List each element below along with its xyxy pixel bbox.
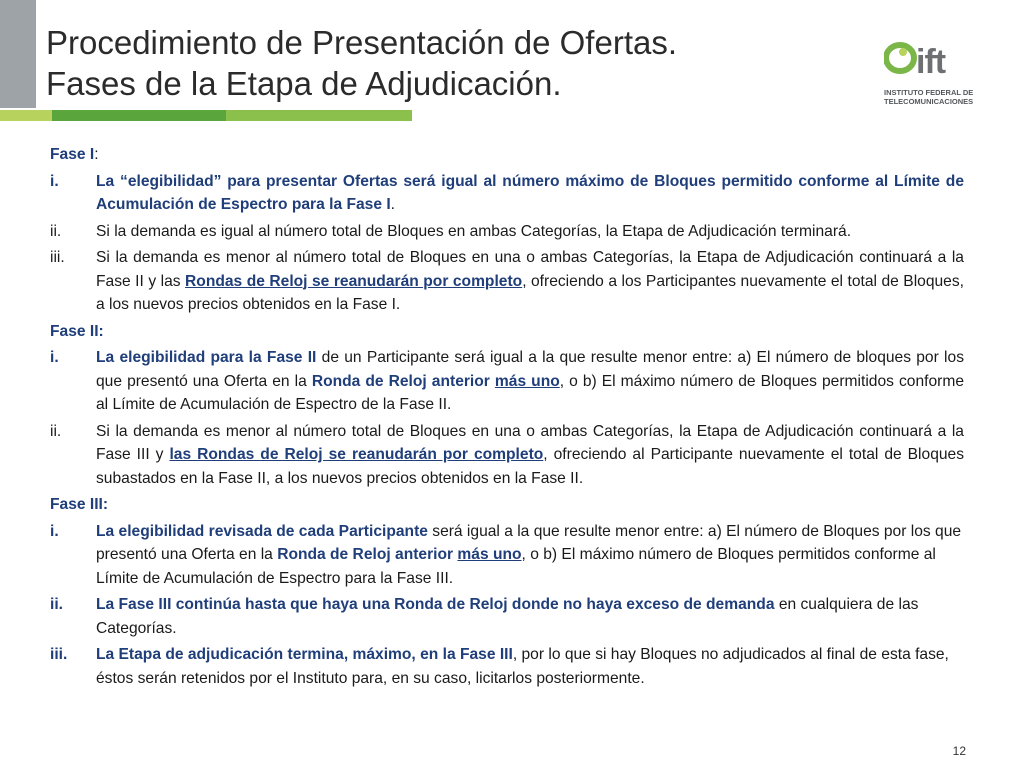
phase-2-item-2 <box>50 420 964 491</box>
item-text <box>96 220 964 244</box>
item-text <box>96 593 964 640</box>
phase-2-item-1 <box>50 346 964 417</box>
ift-logo-text: ift <box>916 43 946 81</box>
ift-subtitle-line-1: INSTITUTO FEDERAL DE <box>884 88 974 97</box>
accent-stripe-light <box>0 110 52 121</box>
item-text-plain: en cualquiera de las Categorías. <box>96 596 919 637</box>
phase-1-item-2 <box>50 220 964 244</box>
item-number: iii. <box>50 646 68 663</box>
ift-logo <box>884 36 984 126</box>
item-text <box>96 420 964 491</box>
phase-3-item-2 <box>50 593 964 640</box>
item-text <box>96 520 964 591</box>
phase-1-heading <box>50 143 964 167</box>
item-text-underlined: más uno <box>494 372 560 390</box>
item-text-plain: , o b) El máximo número de Bloques permitidos conforme al Límite de Acumulación de Espectro de la Fase II. <box>96 372 964 413</box>
item-text-plain: Si la demanda es menor al número total de Bloques en una o ambas Categorías, la Etapa de Adjudicación continuará a la Fase II y las <box>96 249 964 290</box>
item-text <box>96 246 964 317</box>
item-text-plain: Si la demanda es igual al número total de Bloques en ambas Categorías, la Etapa de Adjudicación terminará. <box>96 222 852 240</box>
item-text-bold: La elegibilidad revisada de cada Participante <box>96 522 428 540</box>
item-number: i. <box>50 522 59 540</box>
item-text-bold: Ronda de Reloj anterior <box>311 372 490 390</box>
item-number: i. <box>50 349 59 366</box>
item-text-underlined: Rondas de Reloj se reanudarán por completo <box>185 272 523 290</box>
item-text-bold: La “elegibilidad” para presentar Ofertas será igual al número máximo de Bloques permitido conforme al Límite de Acumulación de Espectro para la Fase I <box>96 172 964 213</box>
item-text-plain: Si la demanda es menor al número total de Bloques en una o ambas Categorías, la Etapa de Adjudicación continuará a la Fase III y <box>96 422 964 463</box>
ift-subtitle-line-2: TELECOMUNICACIONES <box>884 97 974 106</box>
item-text-plain: , ofreciendo a los Participantes nuevamente el total de Bloques, a los nuevos precios obtenidos en la Fase I. <box>96 272 964 313</box>
item-text-bold: Ronda de Reloj anterior <box>277 546 454 563</box>
ift-logo-subtitle <box>884 88 973 106</box>
ift-logo-icon <box>884 38 918 82</box>
accent-stripe-mid <box>226 110 412 121</box>
item-text-bold: La elegibilidad para la Fase II <box>96 349 317 366</box>
accent-stripe-dark <box>52 110 226 121</box>
gray-side-bar <box>0 0 36 108</box>
item-number: iii. <box>50 249 65 266</box>
phase-3-item-1 <box>50 520 964 591</box>
phase-1-item-1 <box>50 170 964 217</box>
item-text <box>96 643 964 690</box>
item-number: ii. <box>50 596 63 613</box>
item-text-plain: , ofreciendo al Participante nuevamente el total de Bloques subastados en la Fase II, a los nuevos precios obtenidos en la Fase II. <box>96 446 965 487</box>
phase-1-heading-text: Fase I <box>50 146 95 163</box>
page-number: 12 <box>952 744 966 758</box>
item-text-plain: , por lo que si hay Bloques no adjudicados al final de esta fase, éstos serán retenidos por el Instituto para, en su caso, licitarlos posteriormente. <box>96 646 949 687</box>
item-text-plain: de un Participante será igual a la que resulte menor entre: a) El número de bloques por los que presentó una Oferta en la <box>96 349 964 390</box>
item-number: i. <box>50 172 59 190</box>
item-text-plain: , o b) El máximo número de Bloques permitidos conforme al Límite de Acumulación de Espectro para la Fase III. <box>96 546 936 587</box>
slide-title <box>46 22 846 104</box>
phase-1-item-3 <box>50 246 964 317</box>
phase-1-heading-colon: : <box>94 146 99 163</box>
title-line-2: Fases de la Etapa de Adjudicación. <box>46 65 562 102</box>
item-text <box>96 346 964 417</box>
slide-content <box>50 140 964 693</box>
phase-2-heading: Fase II: <box>50 322 104 340</box>
phase-3-heading: Fase III: <box>50 496 109 513</box>
phase-3-item-3 <box>50 643 964 690</box>
item-text <box>96 170 964 217</box>
item-number: ii. <box>50 422 62 440</box>
item-text-bold: La Fase III continúa hasta que haya una Ronda de Reloj donde no haya exceso de demanda <box>96 596 775 613</box>
item-text-bold: La Etapa de adjudicación termina, máximo, en la Fase III <box>96 646 513 663</box>
item-text-underlined: más uno <box>457 546 522 563</box>
item-text-plain: será igual a la que resulte menor entre: a) El número de Bloques por los que presentó una Oferta en la <box>96 522 962 563</box>
title-line-1: Procedimiento de Presentación de Ofertas. <box>46 24 678 61</box>
item-text-underlined: las Rondas de Reloj se reanudarán por completo <box>169 446 544 463</box>
item-text-plain: . <box>390 196 395 213</box>
item-number: ii. <box>50 222 62 240</box>
